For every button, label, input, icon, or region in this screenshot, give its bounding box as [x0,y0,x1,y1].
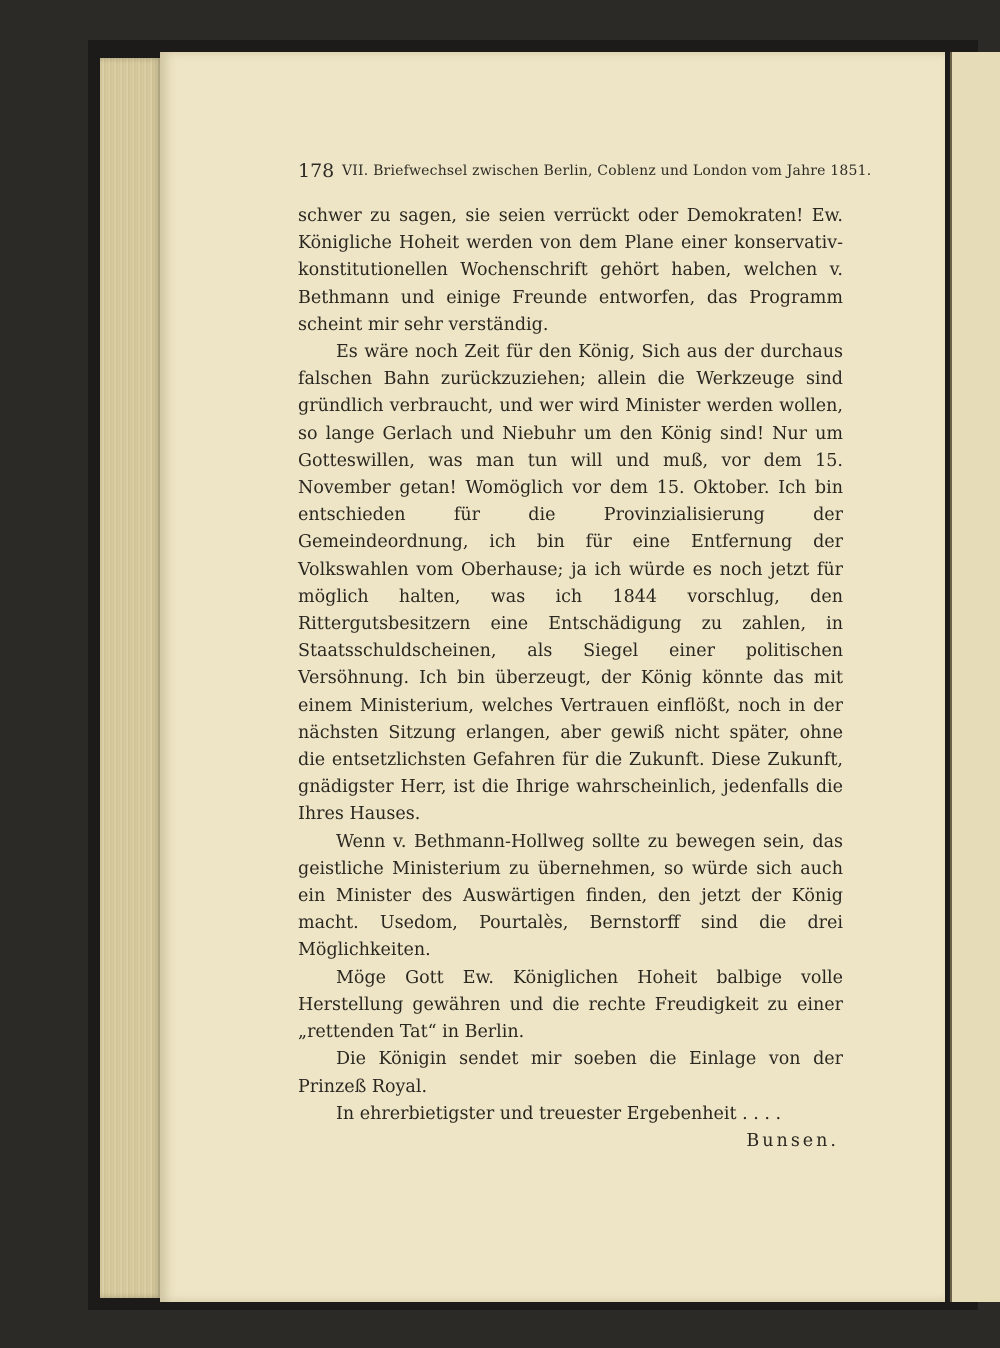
paragraph: Möge Gott Ew. Königlichen Hoheit balbige volle Herstellung gewähren und die rechte Freudigkeit zu einer „rettenden Tat“ in Berlin. [298,967,843,1043]
closing-line: In ehrerbietigster und treuester Ergebenheit . . . . [336,1103,782,1124]
signature: Bunsen. [746,1130,839,1151]
running-head: VII. Briefwechsel zwischen Berlin, Coblenz und London vom Jahre 1851. [342,163,872,179]
adjacent-page-edge [950,52,1000,1302]
paragraph: Wenn v. Bethmann-Hollweg sollte zu bewegen sein, das geistliche Ministerium zu übernehmen, so würde sich auch ein Minister des Auswärtigen finden, den jetzt der König macht. Usedom, Pourtalès, Bernstorff sind die drei Möglichkeiten. [298,831,843,961]
letter-body [298,203,843,1155]
paragraph: schwer zu sagen, sie seien verrückt oder Demokraten! Ew. Königliche Hoheit werden von dem Plane einer konservativ-konstitutionellen Wochenschrift gehört haben, welchen v. Bethmann und einige Freunde entworfen, das Programm scheint mir sehr verständig. [298,206,843,335]
paragraph: Die Königin sendet mir soeben die Einlage von der Prinzeß Royal. [298,1049,843,1097]
page-header [298,160,872,190]
page-edges [100,58,162,1298]
page-number: 178 [298,160,335,182]
paragraph: Es wäre noch Zeit für den König, Sich aus der durchaus falschen Bahn zurückzuziehen; allein die Werkzeuge sind gründlich verbraucht, und wer wird Minister werden wollen, so lange Gerlach und Niebuhr um den König sind! Nur um Gotteswillen, was man tun will und muß, vor dem 15. November getan! Womöglich vor dem 15. Oktober. Ich bin entschieden für die Provinzialisierung der Gemeindeordnung, ich bin für eine Entfernung der Volkswahlen vom Oberhause; ja ich würde es noch jetzt für möglich halten, was ich 1844 vorschlug, den Rittergutsbesitzern eine Entschädigung zu zahlen, in Staatsschuldscheinen, als Siegel einer politischen Versöhnung. Ich bin überzeugt, der König könnte das mit einem Ministerium, welches Vertrauen einflößt, noch in der nächsten Sitzung erlangen, aber gewiß nicht später, ohne die entsetzlichsten Gefahren für die Zukunft. Diese Zukunft, gnädigster Herr, ist die Ihrige wahrscheinlich, jedenfalls die Ihres Hauses. [298,342,843,825]
